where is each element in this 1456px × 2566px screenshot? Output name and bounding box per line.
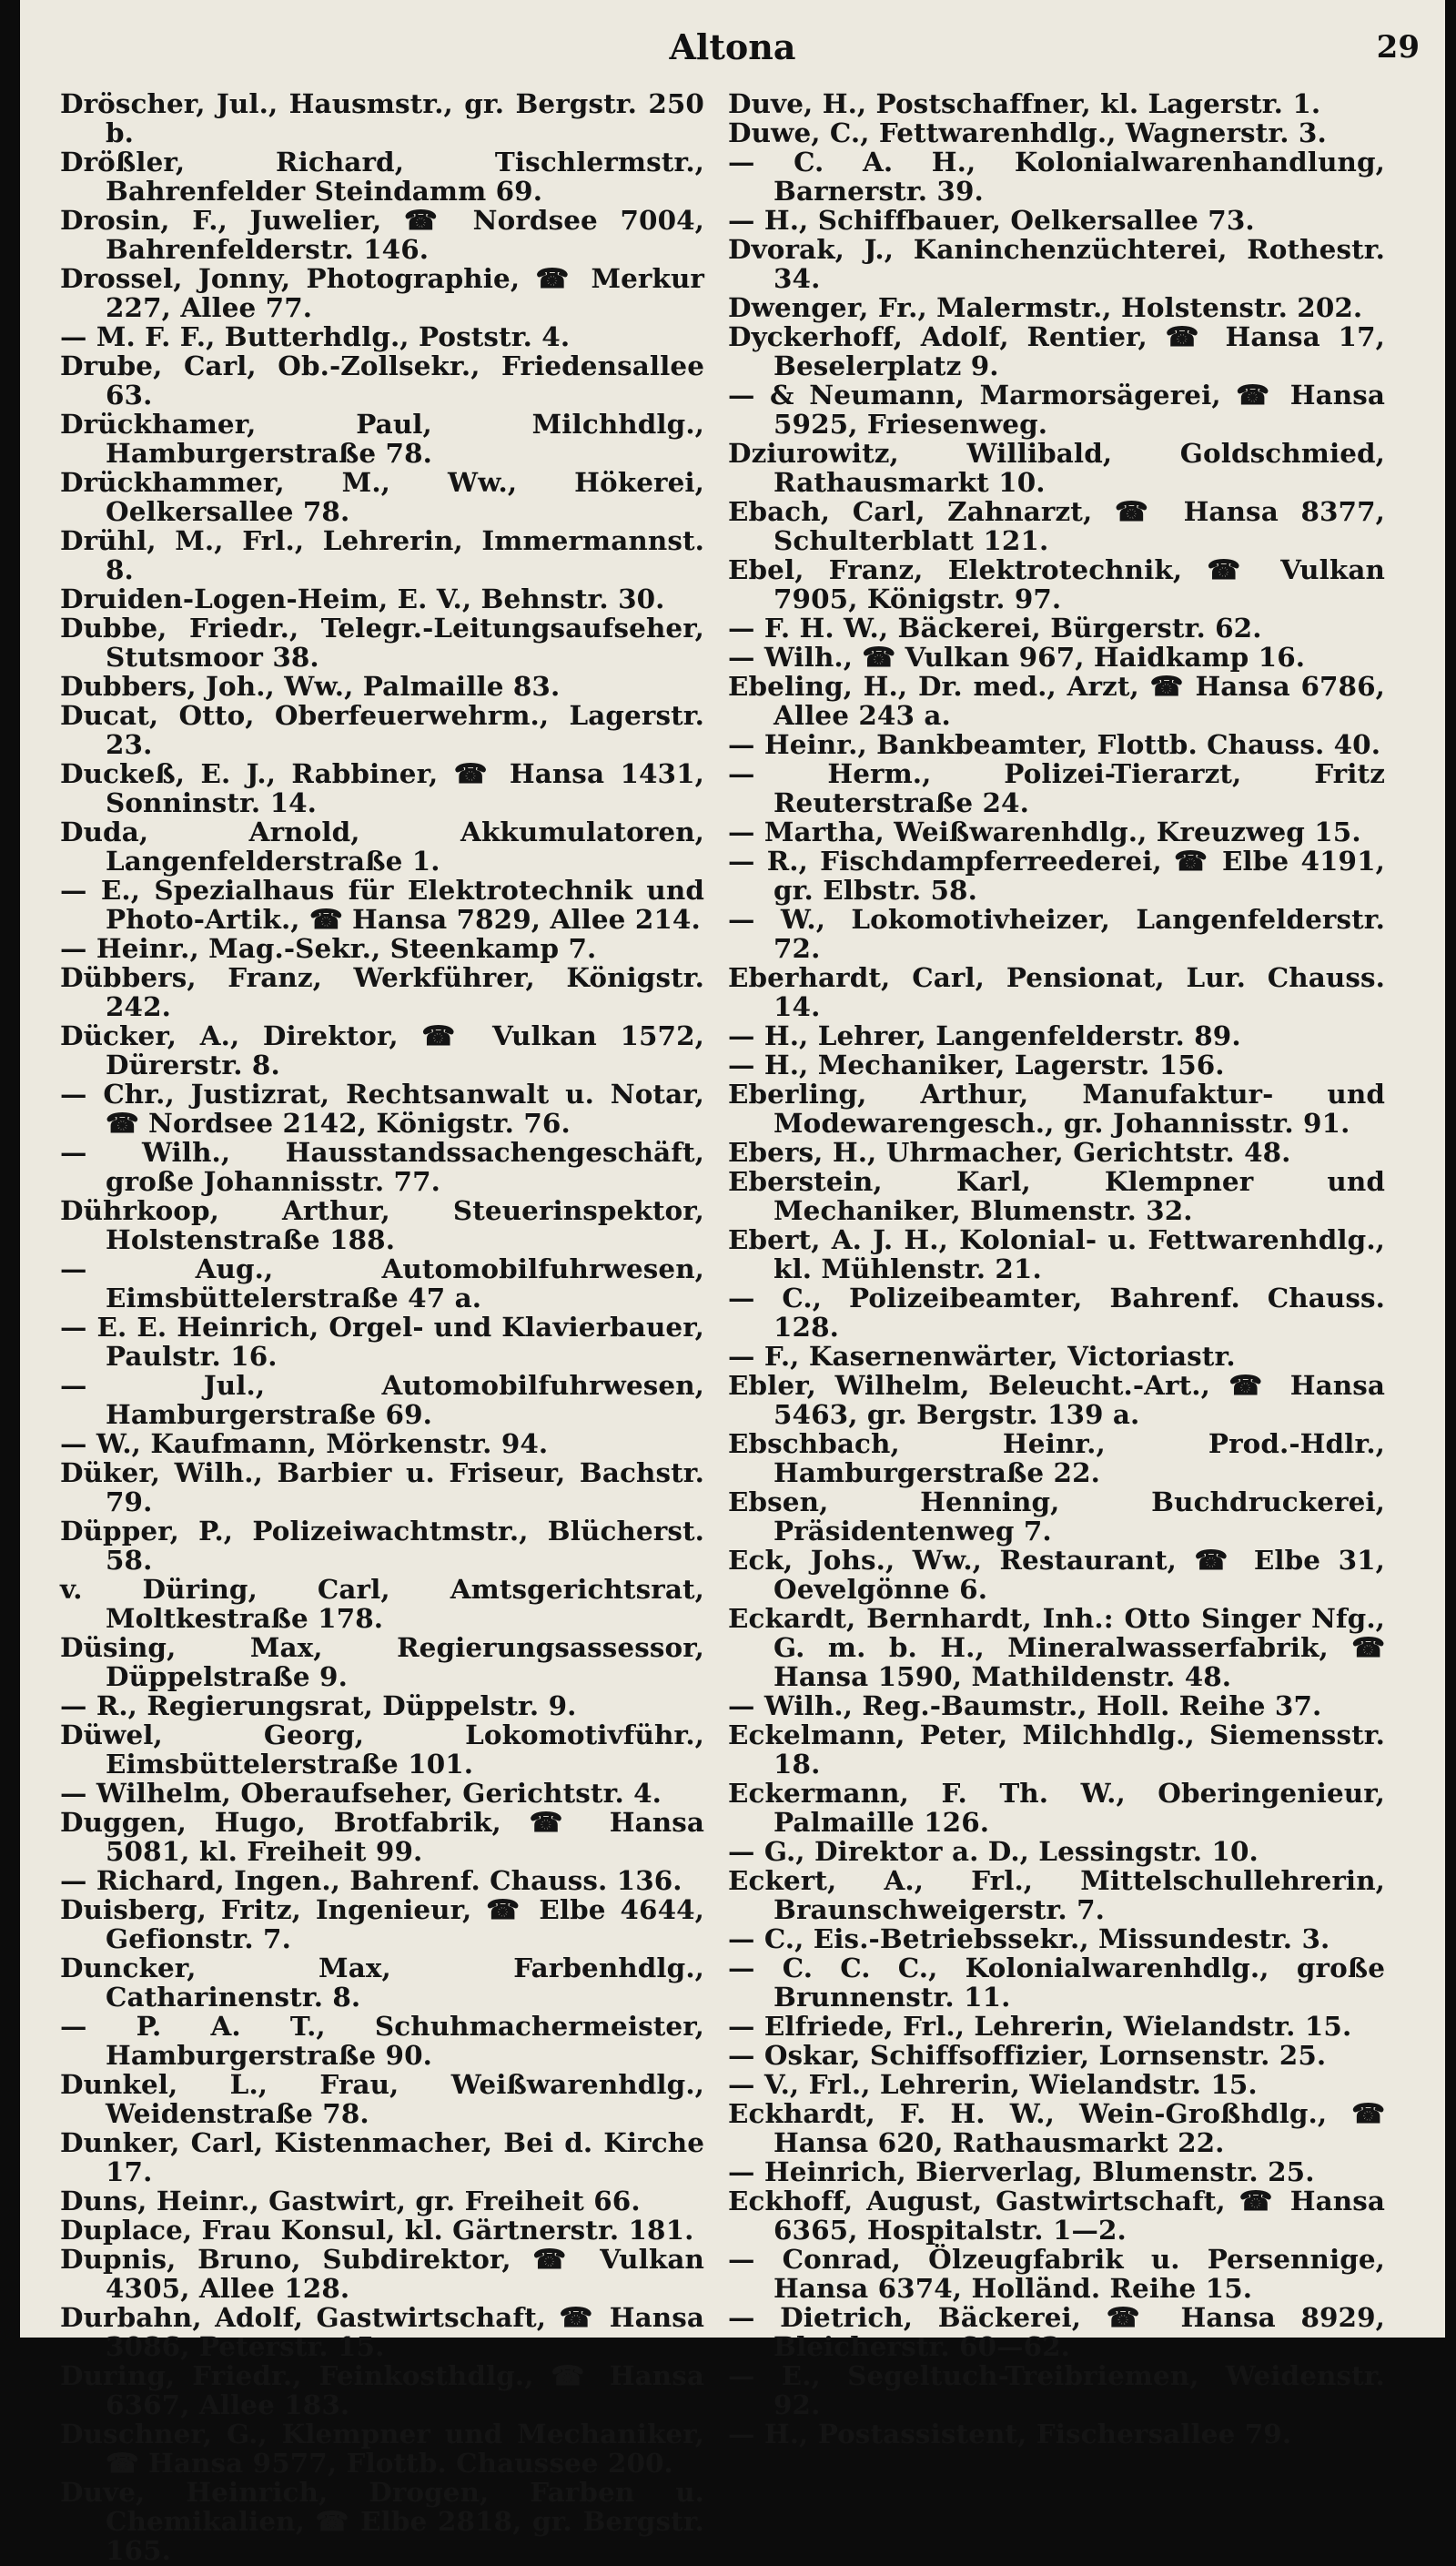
directory-entry: — H., Lehrer, Langenfelderstr. 89.: [728, 1019, 1241, 1051]
directory-entry: Ducat, Otto, Oberfeuerwehrm., Lagerstr. 23.: [60, 699, 704, 760]
directory-entry: — R., Regierungsrat, Düppelstr. 9.: [60, 1689, 577, 1721]
directory-entry: — Wilh., Hausstandssachengeschäft, große Johannisstr. 77.: [60, 1136, 704, 1197]
directory-entry: — Wilh., Reg.-Baumstr., Holl. Reihe 37.: [728, 1689, 1322, 1721]
directory-entry: — W., Lokomotivheizer, Langenfelderstr. 72.: [728, 903, 1385, 964]
directory-entry: — C., Eis.-Betriebssekr., Missundestr. 3.: [728, 1922, 1330, 1954]
directory-entry: — C. C. C., Kolonialwarenhdlg., große Brunnenstr. 11.: [728, 1952, 1385, 2013]
directory-entry: Druiden-Logen-Heim, E. V., Behnstr. 30.: [60, 583, 665, 614]
directory-entry: — V., Frl., Lehrerin, Wielandstr. 15.: [728, 2068, 1258, 2100]
directory-entry: Duschner, G., Klempner und Mechaniker, ☎ Hansa 9577, Flottb. Chaussee 200.: [60, 2418, 704, 2479]
directory-entry: — F., Kasernenwärter, Victoriastr.: [728, 1340, 1236, 1372]
directory-entry: Dubbe, Friedr., Telegr.-Leitungsaufseher, Stutsmoor 38.: [60, 612, 704, 673]
directory-entry: — Martha, Weißwarenhdlg., Kreuzweg 15.: [728, 816, 1361, 847]
directory-entry: Duwe, C., Fettwarenhdlg., Wagnerstr. 3.: [728, 117, 1327, 148]
directory-entry: — P. A. T., Schuhmachermeister, Hamburgerstraße 90.: [60, 2010, 704, 2071]
directory-entry: — M. F. F., Butterhdlg., Poststr. 4.: [60, 320, 571, 352]
directory-entry: Ebschbach, Heinr., Prod.-Hdlr., Hamburgerstraße 22.: [728, 1427, 1385, 1488]
directory-entry: — Heinrich, Bierverlag, Blumenstr. 25.: [728, 2155, 1315, 2187]
directory-entry: Duda, Arnold, Akkumulatoren, Langenfelderstraße 1.: [60, 816, 704, 877]
directory-entry: Drückhammer, M., Ww., Hökerei, Oelkersallee 78.: [60, 466, 704, 527]
page-title: Altona: [669, 26, 796, 67]
directory-entry: Drube, Carl, Ob.-Zollsekr., Friedensallee 63.: [60, 350, 704, 411]
directory-entry: Ebel, Franz, Elektrotechnik, ☎ Vulkan 7905, Königstr. 97.: [728, 553, 1385, 614]
directory-entry: Duplace, Frau Konsul, kl. Gärtnerstr. 181.: [60, 2214, 694, 2246]
directory-entry: Eberstein, Karl, Klempner und Mechaniker, Blumenstr. 32.: [728, 1165, 1385, 1226]
directory-entry: v. Düring, Carl, Amtsgerichtsrat, Moltkestraße 178.: [60, 1573, 704, 1634]
directory-entry: — Chr., Justizrat, Rechtsanwalt u. Notar, ☎ Nordsee 2142, Königstr. 76.: [60, 1078, 704, 1139]
directory-entry: — Herm., Polizei-Tierarzt, Fritz Reuterstraße 24.: [728, 757, 1385, 818]
directory-entry: — Wilh., ☎ Vulkan 967, Haidkamp 16.: [728, 641, 1306, 673]
directory-entry: Eckhardt, F. H. W., Wein-Großhdlg., ☎ Hansa 620, Rathausmarkt 22.: [728, 2097, 1385, 2158]
directory-entry: — C. A. H., Kolonialwarenhandlung, Barnerstr. 39.: [728, 146, 1385, 207]
directory-entry: Eberling, Arthur, Manufaktur- und Modewarengesch., gr. Johannisstr. 91.: [728, 1078, 1385, 1139]
directory-entry: Duve, H., Postschaffner, kl. Lagerstr. 1.: [728, 87, 1321, 119]
directory-entry: Eckermann, F. Th. W., Oberingenieur, Palmaille 126.: [728, 1777, 1385, 1838]
directory-entry: — Jul., Automobilfuhrwesen, Hamburgerstraße 69.: [60, 1369, 704, 1430]
directory-entry: Duggen, Hugo, Brotfabrik, ☎ Hansa 5081, kl. Freiheit 99.: [60, 1806, 704, 1867]
directory-entry: Eberhardt, Carl, Pensionat, Lur. Chauss. 14.: [728, 961, 1385, 1022]
directory-entry: Dupnis, Bruno, Subdirektor, ☎ Vulkan 4305, Allee 128.: [60, 2243, 704, 2304]
directory-entry: — Richard, Ingen., Bahrenf. Chauss. 136.: [60, 1864, 682, 1896]
directory-entry: — G., Direktor a. D., Lessingstr. 10.: [728, 1835, 1259, 1867]
directory-entry: Dübbers, Franz, Werkführer, Königstr. 242.: [60, 961, 704, 1022]
directory-entry: Drühl, M., Frl., Lehrerin, Immermannst. 8.: [60, 524, 704, 585]
directory-entry: Ebert, A. J. H., Kolonial- u. Fettwarenhdlg., kl. Mühlenstr. 21.: [728, 1223, 1385, 1284]
directory-entry: — E., Spezialhaus für Elektrotechnik und Photo-Artik., ☎ Hansa 7829, Allee 214.: [60, 874, 704, 935]
directory-entry: Dubbers, Joh., Ww., Palmaille 83.: [60, 670, 561, 702]
directory-entry: Drößler, Richard, Tischlermstr., Bahrenfelder Steindamm 69.: [60, 146, 704, 207]
directory-entry: Eck, Johs., Ww., Restaurant, ☎ Elbe 31, Oevelgönne 6.: [728, 1544, 1385, 1605]
directory-entry: Dvorak, J., Kaninchenzüchterei, Rothestr. 34.: [728, 233, 1385, 294]
directory-entry: Dunker, Carl, Kistenmacher, Bei d. Kirche 17.: [60, 2126, 704, 2187]
directory-entry: Eckelmann, Peter, Milchhdlg., Siemensstr. 18.: [728, 1719, 1385, 1780]
directory-entry: — R., Fischdampferreederei, ☎ Elbe 4191, gr. Elbstr. 58.: [728, 845, 1385, 906]
directory-entry: Duve, Heinrich, Drogen, Farben u. Chemikalien, ☎ Elbe 2818, gr. Bergstr. 165.: [60, 2476, 704, 2566]
directory-entry: Eckert, A., Frl., Mittelschullehrerin, Braunschweigerstr. 7.: [728, 1864, 1385, 1925]
directory-entry: — Dietrich, Bäckerei, ☎ Hansa 8929, Bleicherstr. 60—62.: [728, 2301, 1385, 2362]
directory-entry: Eckhoff, August, Gastwirtschaft, ☎ Hansa 6365, Hospitalstr. 1—2.: [728, 2185, 1385, 2246]
directory-entry: Ebach, Carl, Zahnarzt, ☎ Hansa 8377, Schulterblatt 121.: [728, 495, 1385, 556]
directory-entry: Dührkoop, Arthur, Steuerinspektor, Holstenstraße 188.: [60, 1194, 704, 1255]
directory-entry: Ebler, Wilhelm, Beleucht.-Art., ☎ Hansa 5463, gr. Bergstr. 139 a.: [728, 1369, 1385, 1430]
directory-entry: — W., Kaufmann, Mörkenstr. 94.: [60, 1427, 549, 1459]
directory-entry: During, Friedr., Feinkosthdlg., ☎ Hansa 6367, Allee 183.: [60, 2359, 704, 2420]
directory-entry: Düwel, Georg, Lokomotivführ., Eimsbüttelerstraße 101.: [60, 1719, 704, 1780]
directory-entry: — H., Postassistent, Fischersallee 79.: [728, 2418, 1292, 2449]
directory-entry: Duns, Heinr., Gastwirt, gr. Freiheit 66.: [60, 2185, 641, 2216]
left-column: [60, 87, 704, 2566]
directory-entry: Dücker, A., Direktor, ☎ Vulkan 1572, Dürerstr. 8.: [60, 1019, 704, 1080]
directory-entry: Düsing, Max, Regierungsassessor, Düppelstraße 9.: [60, 1631, 704, 1692]
directory-entry: Durbahn, Adolf, Gastwirtschaft, ☎ Hansa 3086, Peterstr. 15.: [60, 2301, 704, 2362]
directory-entry: — E., Segeltuch-Treibriemen, Weidenstr. 92.: [728, 2359, 1385, 2420]
directory-entry: Dunkel, L., Frau, Weißwarenhdlg., Weidenstraße 78.: [60, 2068, 704, 2129]
directory-entry: — Wilhelm, Oberaufseher, Gerichtstr. 4.: [60, 1777, 662, 1809]
directory-entry: Drosin, F., Juwelier, ☎ Nordsee 7004, Bahrenfelderstr. 146.: [60, 204, 704, 265]
directory-entry: Dwenger, Fr., Malermstr., Holstenstr. 202.: [728, 291, 1363, 323]
directory-entry: — Aug., Automobilfuhrwesen, Eimsbüttelerstraße 47 a.: [60, 1253, 704, 1313]
directory-entry: — H., Schiffbauer, Oelkersallee 73.: [728, 204, 1255, 236]
directory-entry: Duncker, Max, Farbenhdlg., Catharinenstr. 8.: [60, 1952, 704, 2013]
directory-entry: Dröscher, Jul., Hausmstr., gr. Bergstr. 250 b.: [60, 87, 704, 148]
directory-entry: — C., Polizeibeamter, Bahrenf. Chauss. 128.: [728, 1282, 1385, 1343]
directory-entry: — Heinr., Bankbeamter, Flottb. Chauss. 40.: [728, 728, 1381, 760]
right-column: [728, 87, 1385, 2449]
directory-entry: — Elfriede, Frl., Lehrerin, Wielandstr. 15.: [728, 2010, 1352, 2042]
directory-entry: Duisberg, Fritz, Ingenieur, ☎ Elbe 4644, Gefionstr. 7.: [60, 1893, 704, 1954]
directory-entry: Ebsen, Henning, Buchdruckerei, Präsidentenweg 7.: [728, 1486, 1385, 1547]
directory-entry: — E. E. Heinrich, Orgel- und Klavierbauer, Paulstr. 16.: [60, 1311, 704, 1372]
directory-entry: Dyckerhoff, Adolf, Rentier, ☎ Hansa 17, Beselerplatz 9.: [728, 320, 1385, 381]
directory-page: [20, 0, 1445, 2566]
directory-entry: Ebeling, H., Dr. med., Arzt, ☎ Hansa 6786, Allee 243 a.: [728, 670, 1385, 731]
directory-entry: — Conrad, Ölzeugfabrik u. Persennige, Hansa 6374, Holländ. Reihe 15.: [728, 2243, 1385, 2304]
directory-entry: — & Neumann, Marmorsägerei, ☎ Hansa 5925, Friesenweg.: [728, 379, 1385, 440]
directory-entry: Drossel, Jonny, Photographie, ☎ Merkur 227, Allee 77.: [60, 262, 704, 323]
directory-entry: — H., Mechaniker, Lagerstr. 156.: [728, 1049, 1225, 1080]
directory-entry: Ebers, H., Uhrmacher, Gerichtstr. 48.: [728, 1136, 1291, 1168]
directory-entry: — Heinr., Mag.-Sekr., Steenkamp 7.: [60, 932, 597, 964]
directory-entry: Duckeß, E. J., Rabbiner, ☎ Hansa 1431, Sonninstr. 14.: [60, 757, 704, 818]
page-number: 29: [1376, 29, 1420, 66]
directory-entry: Eckardt, Bernhardt, Inh.: Otto Singer Nfg., G. m. b. H., Mineralwasserfabrik, ☎ Hansa 1590, Mathildenstr. 48.: [728, 1602, 1385, 1692]
directory-entry: Düker, Wilh., Barbier u. Friseur, Bachstr. 79.: [60, 1456, 704, 1517]
directory-entry: Drückhamer, Paul, Milchhdlg., Hamburgerstraße 78.: [60, 408, 704, 469]
directory-entry: Düpper, P., Polizeiwachtmstr., Blücherst. 58.: [60, 1515, 704, 1576]
directory-entry: — F. H. W., Bäckerei, Bürgerstr. 62.: [728, 612, 1262, 644]
directory-entry: Dziurowitz, Willibald, Goldschmied, Rathausmarkt 10.: [728, 437, 1385, 498]
directory-entry: — Oskar, Schiffsoffizier, Lornsenstr. 25.: [728, 2039, 1327, 2071]
